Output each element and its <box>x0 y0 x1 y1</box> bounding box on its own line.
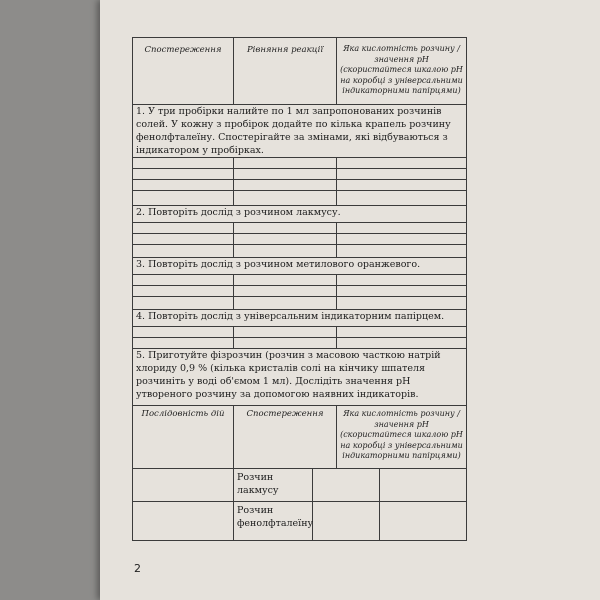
header-reaction-equation: Рівняння реакції <box>234 38 337 105</box>
answer-row <box>133 158 467 169</box>
answer-row <box>133 327 467 338</box>
answer-row <box>133 223 467 234</box>
answer-cell[interactable] <box>133 297 234 310</box>
litmus-cell-group <box>234 469 467 502</box>
answer-row <box>133 234 467 245</box>
answer-row <box>133 169 467 180</box>
answer-cell[interactable] <box>133 275 234 286</box>
step-2-instruction: 2. Повторіть дослід з розчином лакмусу. <box>133 206 467 223</box>
answer-cell[interactable] <box>313 469 380 501</box>
answer-cell[interactable] <box>133 469 234 502</box>
answer-cell[interactable] <box>337 245 467 258</box>
answer-cell[interactable] <box>234 158 337 169</box>
answer-cell[interactable] <box>337 297 467 310</box>
header-acidity-ph: Яка кислотність розчину / значення pH (скористайтеся шкалою pH на коробці з універсальними індикаторними папірцями) <box>337 38 467 105</box>
answer-cell[interactable] <box>234 338 337 349</box>
answer-cell[interactable] <box>234 327 337 338</box>
step-5-instruction: 5. Приготуйте фізрозчин (розчин з масовою часткою натрій хлориду 0,9 % (кілька кристалів солі на кінчику шпателя розчиніть у воді об'ємом 1 мл). Дослідіть значення pH утвореного розчину за допомогою наявних індикаторів. <box>133 349 467 406</box>
answer-row <box>133 245 467 258</box>
answer-cell[interactable] <box>234 223 337 234</box>
answer-cell[interactable] <box>337 286 467 297</box>
answer-cell[interactable] <box>337 234 467 245</box>
worksheet-page <box>100 0 600 600</box>
answer-cell[interactable] <box>337 180 467 191</box>
step-row <box>133 349 467 406</box>
answer-cell[interactable] <box>337 338 467 349</box>
answer-row <box>133 338 467 349</box>
phenolphthalein-cell-group <box>234 502 467 541</box>
answer-row <box>133 297 467 310</box>
answer-cell[interactable] <box>337 275 467 286</box>
answer-row <box>133 275 467 286</box>
answer-cell[interactable] <box>133 169 234 180</box>
answer-cell[interactable] <box>234 169 337 180</box>
answer-cell[interactable] <box>234 180 337 191</box>
answer-cell[interactable] <box>380 502 466 540</box>
header-acidity-ph-2: Яка кислотність розчину / значення pH (скористайтеся шкалою pH на коробці з універсальними індикаторними папірцями) <box>337 406 467 469</box>
answer-cell[interactable] <box>380 469 466 501</box>
answer-cell[interactable] <box>133 158 234 169</box>
answer-cell[interactable] <box>133 223 234 234</box>
step-3-instruction: 3. Повторіть дослід з розчином метилового оранжевого. <box>133 258 467 275</box>
answer-cell[interactable] <box>337 327 467 338</box>
answer-cell[interactable] <box>337 169 467 180</box>
step-4-instruction: 4. Повторіть дослід з універсальним індикаторним папірцем. <box>133 310 467 327</box>
answer-cell[interactable] <box>337 158 467 169</box>
answer-row <box>133 180 467 191</box>
step-1-instruction: 1. У три пробірки налийте по 1 мл запропонованих розчинів солей. У кожну з пробірок додайте по кілька крапель розчину фенолфталеїну. Спостерігайте за змінами, які відбуваються з індикатором у пробірках. <box>133 105 467 158</box>
phenolphthalein-solution-label: Розчин фенолфталеїну <box>234 502 313 540</box>
answer-cell[interactable] <box>337 223 467 234</box>
answer-cell[interactable] <box>313 502 380 540</box>
answer-cell[interactable] <box>234 191 337 206</box>
answer-cell[interactable] <box>337 191 467 206</box>
header-action-sequence: Послідовність дій <box>133 406 234 469</box>
answer-cell[interactable] <box>234 275 337 286</box>
answer-cell[interactable] <box>133 502 234 541</box>
answer-cell[interactable] <box>133 234 234 245</box>
answer-cell[interactable] <box>133 245 234 258</box>
answer-cell[interactable] <box>234 234 337 245</box>
answer-cell[interactable] <box>133 191 234 206</box>
answer-cell[interactable] <box>133 338 234 349</box>
litmus-row <box>133 469 467 502</box>
step-row <box>133 105 467 158</box>
step-row <box>133 206 467 223</box>
table-header-row <box>133 38 467 105</box>
answer-row <box>133 191 467 206</box>
answer-cell[interactable] <box>133 327 234 338</box>
page-number: 2 <box>134 562 141 575</box>
litmus-solution-label: Розчин лакмусу <box>234 469 313 501</box>
answer-cell[interactable] <box>234 297 337 310</box>
answer-cell[interactable] <box>234 245 337 258</box>
step-row <box>133 258 467 275</box>
answer-cell[interactable] <box>133 286 234 297</box>
table2-header-row <box>133 406 467 469</box>
header-observations-2: Спостереження <box>234 406 337 469</box>
experiment-table <box>132 37 467 541</box>
step-row <box>133 310 467 327</box>
answer-cell[interactable] <box>234 286 337 297</box>
header-observations: Спостереження <box>133 38 234 105</box>
answer-row <box>133 286 467 297</box>
phenolphthalein-row <box>133 502 467 541</box>
answer-cell[interactable] <box>133 180 234 191</box>
